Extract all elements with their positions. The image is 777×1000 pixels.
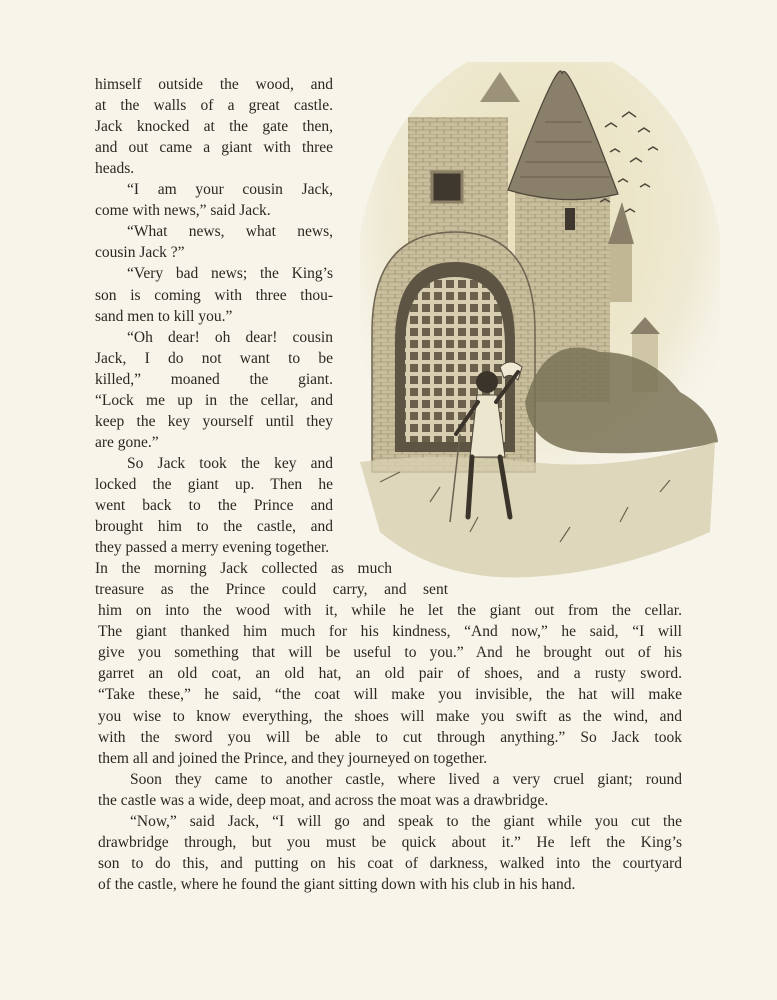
- castle-illustration-svg: [360, 62, 720, 592]
- text-line: cousin Jack ?”: [95, 244, 185, 262]
- text-line: garret an old coat, an old hat, an old pair of shoes, and a rusty sword.: [98, 665, 682, 683]
- text-line: they passed a merry evening together.: [95, 539, 330, 557]
- text-line: you wise to know everything, the shoes will make you swift as the wind, and: [98, 707, 682, 725]
- text-line: come with news,” said Jack.: [95, 202, 271, 220]
- text-line: Soon they came to another castle, where lived a very cruel giant; round: [130, 770, 682, 788]
- text-line: himself outside the wood, and: [95, 76, 333, 93]
- text-line: Jack knocked at the gate then,: [95, 118, 333, 136]
- text-line: keep the key yourself until they: [95, 412, 333, 430]
- text-line: the castle was a wide, deep moat, and across the moat was a drawbridge.: [98, 791, 549, 809]
- text-line: killed,” moaned the giant.: [95, 370, 333, 388]
- text-line: “Now,” said Jack, “I will go and speak to the giant while you cut the: [130, 812, 682, 830]
- text-line: give you something that will be useful to you.” And he brought out of his: [98, 644, 682, 662]
- text-line: heads.: [95, 160, 135, 178]
- text-line: So Jack took the key and: [127, 454, 333, 472]
- text-line: went back to the Prince and: [95, 497, 333, 514]
- text-line: locked the giant up. Then he: [95, 475, 333, 493]
- text-line: son is coming with three thou-: [95, 286, 333, 304]
- text-line: brought him to the castle, and: [95, 518, 333, 536]
- text-line: “What news, what news,: [127, 223, 333, 241]
- text-line: “Oh dear! oh dear! cousin: [127, 328, 333, 346]
- text-line: and out came a giant with three: [95, 139, 333, 157]
- text-line: treasure as the Prince could carry, and sent: [95, 581, 448, 599]
- text-line: The giant thanked him much for his kindness, “And now,” he said, “I will: [98, 623, 682, 641]
- text-line: In the morning Jack collected as much: [95, 560, 392, 578]
- text-line: him on into the wood with it, while he let the giant out from the cellar.: [98, 602, 682, 620]
- text-line: Jack, I do not want to be: [95, 349, 333, 367]
- tower-slit-window: [565, 208, 575, 230]
- text-line: at the walls of a great castle.: [95, 97, 333, 115]
- text-line: sand men to kill you.”: [95, 307, 233, 325]
- text-line: them all and joined the Prince, and they journeyed on together.: [98, 749, 488, 767]
- tower-window: [432, 172, 462, 202]
- text-line: “I am your cousin Jack,: [127, 181, 333, 199]
- text-line: with the sword you will be able to cut through anything.” So Jack took: [98, 728, 682, 746]
- castle-illustration: [360, 62, 720, 592]
- side-turret: [610, 242, 632, 302]
- text-line: of the castle, where he found the giant sitting down with his club in his hand.: [98, 875, 576, 893]
- text-line: “Take these,” he said, “the coat will make you invisible, the hat will make: [98, 686, 682, 704]
- text-line: “Lock me up in the cellar, and: [95, 391, 333, 409]
- text-line: drawbridge through, but you must be quick about it.” He left the King’s: [98, 833, 682, 851]
- text-line: “Very bad news; the King’s: [127, 265, 333, 283]
- text-line: son to do this, and putting on his coat of darkness, walked into the courtyard: [98, 854, 682, 872]
- text-line: are gone.”: [95, 433, 159, 451]
